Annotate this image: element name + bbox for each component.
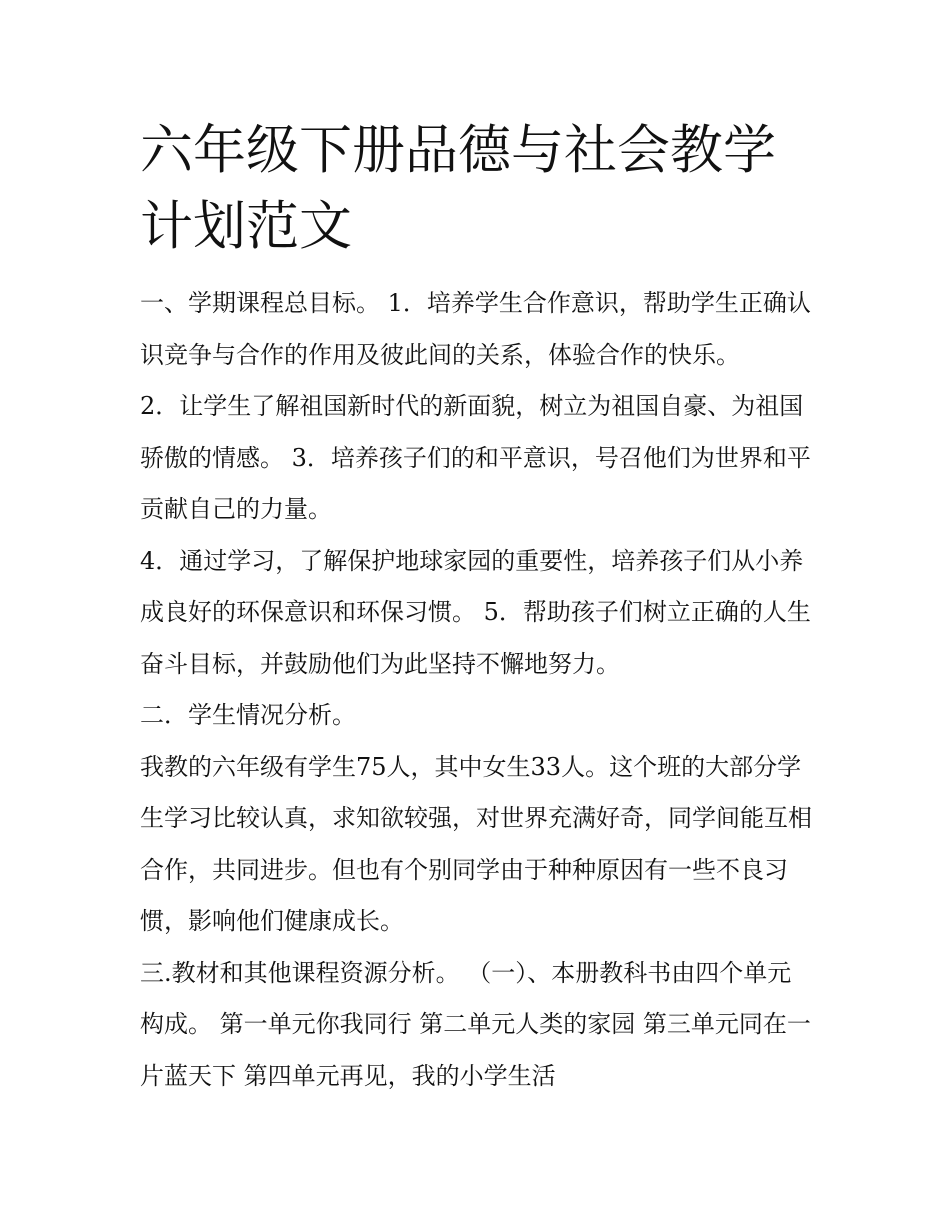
document-body (140, 278, 812, 1102)
paragraph-semester-goals: 一、学期课程总目标。 1．培养学生合作意识，帮助学生正确认识竞争与合作的作用及彼此间的关系，体验合作的快乐。 (140, 289, 811, 369)
heading-student-analysis: 二．学生情况分析。 (140, 701, 356, 729)
paragraph-student-analysis: 我教的六年级有学生75人，其中女生33人。这个班的大部分学生学习比较认真，求知欲较强，对世界充满好奇，同学间能互相合作，共同进步。但也有个别同学由于种种原因有一些不良习惯，影响他们健康成长。 (140, 752, 812, 935)
paragraph-goals-4-5: 4．通过学习，了解保护地球家园的重要性，培养孩子们从小养成良好的环保意识和环保习惯。 5．帮助孩子们树立正确的人生奋斗目标，并鼓励他们为此坚持不懈地努力。 (140, 546, 811, 678)
paragraph-goals-2-3: 2．让学生了解祖国新时代的新面貌，树立为祖国自豪、为祖国骄傲的情感。 3．培养孩子们的和平意识，号召他们为世界和平贡献自己的力量。 (140, 392, 811, 523)
document-title: 六年级下册品德与社会教学计划范文 (140, 120, 776, 257)
paragraph-textbook-analysis: 三.教材和其他课程资源分析。 （一）、本册教科书由四个单元构成。 第一单元你我同行 第二单元人类的家园 第三单元同在一片蓝天下 第四单元再见，我的小学生活 (140, 958, 811, 1090)
